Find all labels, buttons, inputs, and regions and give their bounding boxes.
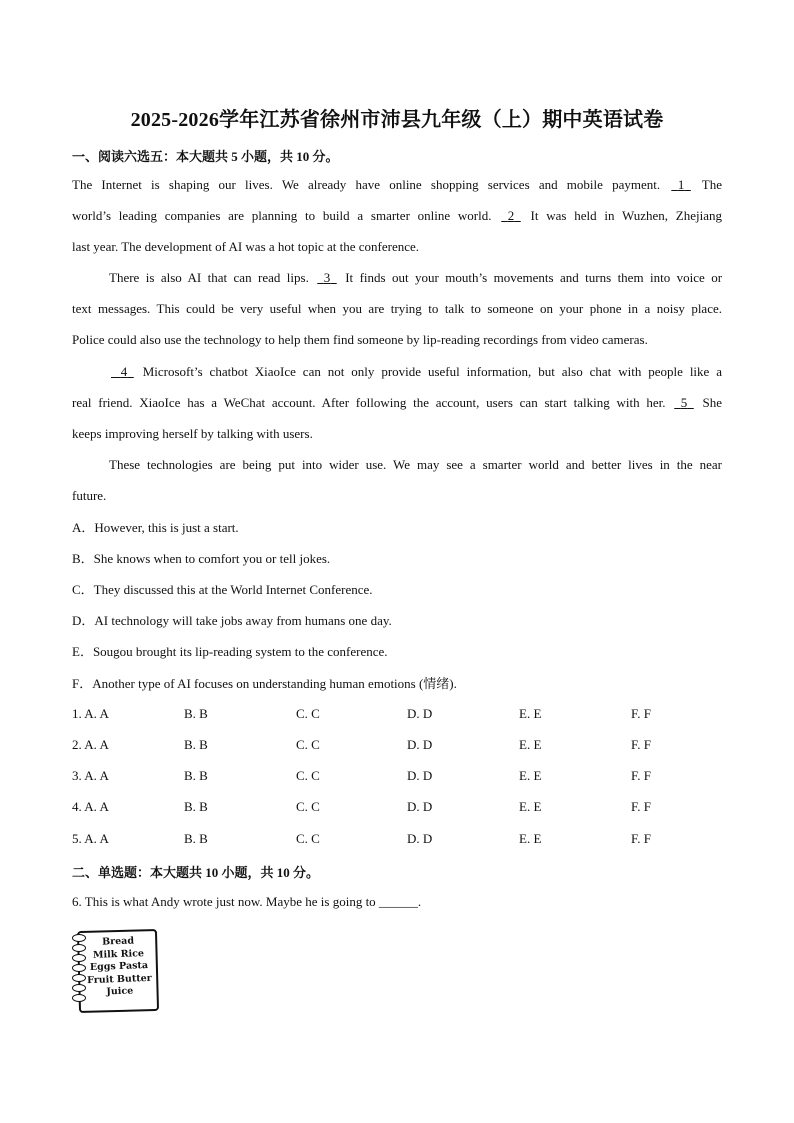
choice-f[interactable]: F. F [631, 737, 651, 752]
choice-d[interactable]: D. D [407, 737, 433, 752]
passage-line [72, 207, 722, 225]
choice-e[interactable]: E. E [519, 768, 542, 783]
choice-c[interactable]: C. C [296, 831, 320, 846]
spiral-ring-icon [72, 984, 86, 992]
choice-b[interactable]: B. B [184, 768, 208, 783]
exam-title: 2025-2026学年江苏省徐州市沛县九年级（上）期中英语试卷 [130, 109, 664, 131]
passage-text: It was held in Wuzhen, Zhejiang [530, 208, 722, 223]
passage-line [109, 363, 722, 381]
spiral-ring-icon [72, 974, 86, 982]
passage-text: real friend. XiaoIce has a WeChat account. After following the account, users can start talking with her. [72, 395, 666, 410]
answer-row-4 [72, 799, 732, 817]
choice-e[interactable]: E. E [519, 737, 542, 752]
passage-line [72, 331, 722, 349]
passage-text: It finds out your mouth’s movements and turns them into voice or [345, 270, 723, 285]
blank-5: 5 [680, 395, 688, 410]
passage-text: These technologies are being put into wider use. We may see a smarter world and better lives in the near [109, 457, 722, 472]
option-b: B．She knows when to comfort you or tell jokes. [72, 551, 331, 566]
choice-a[interactable]: 1. A. A [72, 706, 109, 721]
shopping-list-line: Juice [106, 985, 134, 998]
option-d: D．AI technology will take jobs away from humans one day. [72, 613, 392, 628]
shopping-list-line: Fruit Butter [86, 972, 152, 986]
spiral-ring-icon [72, 934, 86, 942]
question-6: 6. This is what Andy wrote just now. Maybe he is going to ______. [72, 894, 422, 909]
passage-text: There is also AI that can read lips. [109, 270, 309, 285]
spiral-ring-icon [72, 994, 86, 1002]
shopping-list [85, 935, 153, 1000]
passage-text: text messages. This could be very useful when you are trying to talk to someone on your phone in a noisy place. [72, 301, 722, 316]
passage-text: world’s leading companies are planning to build a smarter online world. [72, 208, 492, 223]
passage-line [72, 238, 722, 256]
choice-f[interactable]: F. F [631, 831, 651, 846]
section-2-heading: 二、单选题：本大题共 10 小题，共 10 分。 [72, 865, 320, 880]
blank-3: 3 [323, 270, 331, 285]
choice-a[interactable]: 2. A. A [72, 737, 109, 752]
choice-c[interactable]: C. C [296, 706, 320, 721]
passage-line [109, 269, 722, 287]
choice-b[interactable]: B. B [184, 831, 208, 846]
notebook-illustration [72, 928, 158, 1010]
blank-1: 1 [677, 177, 685, 192]
answer-row-3 [72, 768, 732, 786]
shopping-list-line: Eggs Pasta [89, 959, 149, 974]
spiral-ring-icon [72, 944, 86, 952]
passage-line [72, 394, 722, 412]
passage-text: Microsoft’s chatbot XiaoIce can not only provide useful information, but also chat with people like a [142, 364, 723, 379]
option-f: F．Another type of AI focuses on understanding human emotions (情绪). [72, 676, 457, 691]
choice-e[interactable]: E. E [519, 799, 542, 814]
spiral-ring-icon [72, 964, 86, 972]
choice-b[interactable]: B. B [184, 737, 208, 752]
choice-e[interactable]: E. E [519, 831, 542, 846]
choice-c[interactable]: C. C [296, 799, 320, 814]
blank-4: 4 [120, 364, 128, 379]
passage-text: future. [72, 488, 107, 503]
choice-b[interactable]: B. B [184, 799, 208, 814]
choice-d[interactable]: D. D [407, 768, 433, 783]
passage-line [72, 300, 722, 318]
blank-2: 2 [507, 208, 515, 223]
passage-line [72, 425, 722, 443]
choice-a[interactable]: 5. A. A [72, 831, 109, 846]
answer-row-5 [72, 831, 732, 849]
choice-a[interactable]: 3. A. A [72, 768, 109, 783]
shopping-list-line: Milk Rice [92, 947, 145, 961]
choice-f[interactable]: F. F [631, 768, 651, 783]
passage-text: keeps improving herself by talking with users. [72, 426, 313, 441]
choice-b[interactable]: B. B [184, 706, 208, 721]
answer-row-1 [72, 706, 732, 724]
passage-text: She [702, 395, 723, 410]
option-c: C．They discussed this at the World Internet Conference. [72, 582, 373, 597]
passage-text: last year. The development of AI was a hot topic at the conference. [72, 239, 420, 254]
choice-d[interactable]: D. D [407, 799, 433, 814]
choice-c[interactable]: C. C [296, 737, 320, 752]
passage-line [72, 487, 722, 505]
passage-text: The Internet is shaping our lives. We already have online shopping services and mobile payment. [72, 177, 661, 192]
section-1-heading: 一、阅读六选五：本大题共 5 小题，共 10 分。 [72, 149, 339, 164]
passage-text: Police could also use the technology to help them find someone by lip-reading recordings from video cameras. [72, 332, 648, 347]
choice-f[interactable]: F. F [631, 799, 651, 814]
choice-f[interactable]: F. F [631, 706, 651, 721]
passage-text: The [701, 177, 723, 192]
choice-e[interactable]: E. E [519, 706, 542, 721]
choice-c[interactable]: C. C [296, 768, 320, 783]
passage-line [72, 176, 722, 194]
option-e: E．Sougou brought its lip-reading system to the conference. [72, 644, 388, 659]
answer-row-2 [72, 737, 732, 755]
passage-line [109, 456, 722, 474]
choice-a[interactable]: 4. A. A [72, 799, 109, 814]
spiral-ring-icon [72, 954, 86, 962]
choice-d[interactable]: D. D [407, 706, 433, 721]
choice-d[interactable]: D. D [407, 831, 433, 846]
shopping-list-line: Bread [101, 935, 135, 948]
option-a: A．However, this is just a start. [72, 520, 239, 535]
